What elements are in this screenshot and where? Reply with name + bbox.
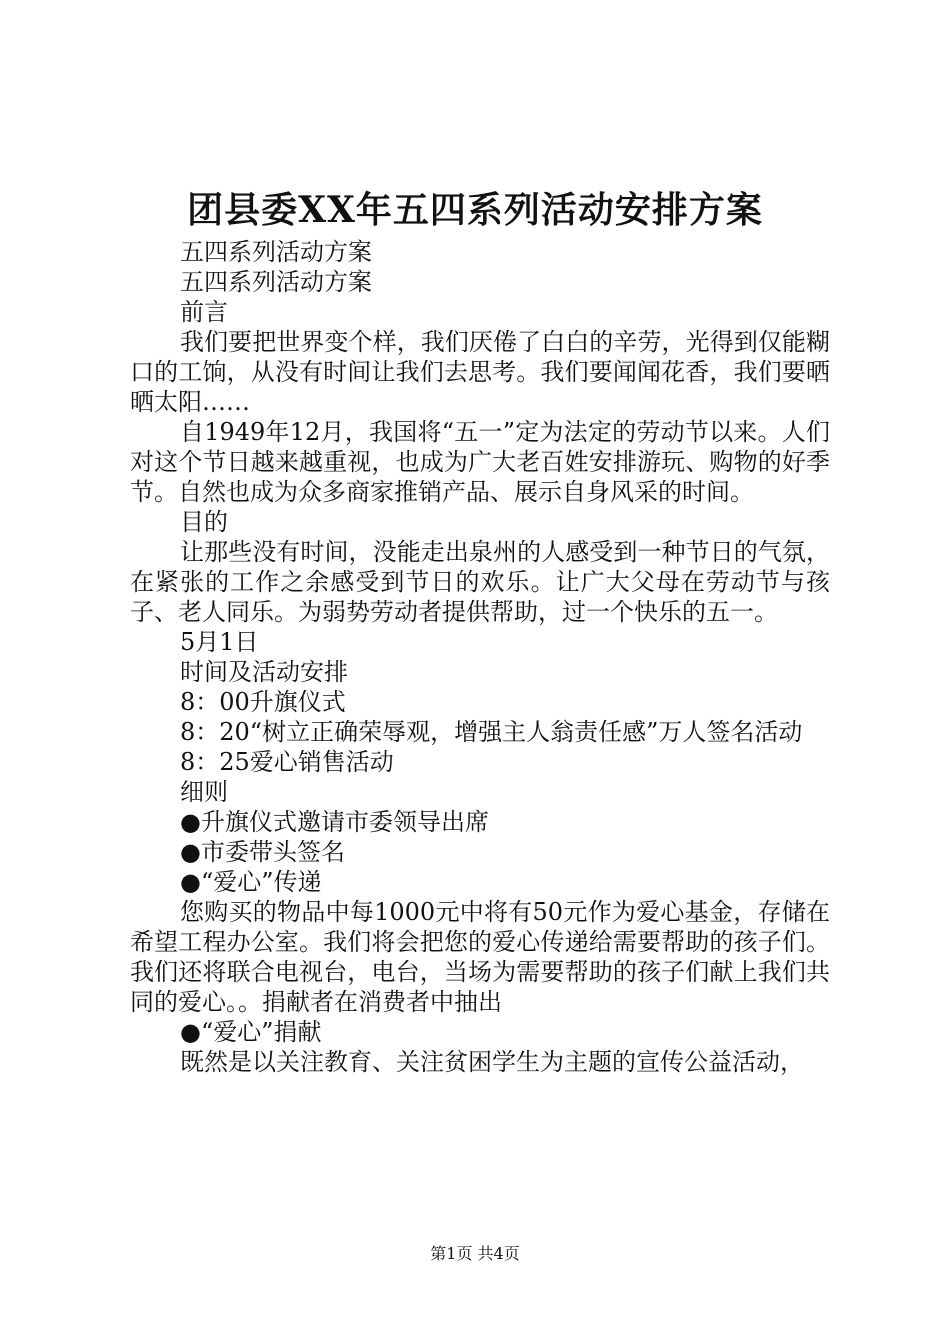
paragraph-foreword-history: 自1949年12月，我国将“五一”定为法定的劳动节以来。人们对这个节日越来越重视，也成为广大老百姓安排游玩、购物的好季节。自然也成为众多商家推销产品、展示自身风采的时间。	[130, 418, 830, 506]
schedule-item-charity-sale: 8：25爱心销售活动	[180, 748, 394, 776]
paragraph-heading-2: 五四系列活动方案	[180, 268, 372, 296]
paragraph-heading-1: 五四系列活动方案	[180, 238, 372, 266]
section-schedule: 时间及活动安排	[180, 658, 348, 686]
event-date: 5月1日	[180, 628, 259, 656]
paragraph-love-relay: 您购买的物品中每1000元中将有50元作为爱心基金，存储在希望工程办公室。我们将会把您的爱心传递给需要帮助的孩子们。我们还将联合电视台，电台，当场为需要帮助的孩子们献上我们共同的爱心。。捐献者在消费者中抽出	[130, 898, 830, 1016]
document-title: 团县委XX年五四系列活动安排方案	[187, 189, 763, 231]
detail-item-love-relay: ●“爱心”传递	[180, 868, 322, 896]
detail-item-love-donation: ●“爱心”捐献	[180, 1018, 322, 1046]
schedule-item-flag-raising: 8：00升旗仪式	[180, 688, 346, 716]
section-foreword: 前言	[180, 298, 228, 326]
paragraph-purpose: 让那些没有时间，没能走出泉州的人感受到一种节日的气氛，在紧张的工作之余感受到节日的欢乐。让广大父母在劳动节与孩子、老人同乐。为弱势劳动者提供帮助，过一个快乐的五一。	[130, 538, 830, 626]
page-footer: 第1页 共4页	[430, 1244, 520, 1263]
document-body	[130, 237, 830, 1077]
schedule-item-signature: 8：20“树立正确荣辱观，增强主人翁责任感”万人签名活动	[180, 718, 803, 746]
detail-item-flag-raising: ●升旗仪式邀请市委领导出席	[180, 808, 489, 836]
paragraph-love-donation: 既然是以关注教育、关注贫困学生为主题的宣传公益活动，	[180, 1048, 804, 1076]
section-purpose: 目的	[180, 508, 228, 536]
detail-item-signature: ●市委带头签名	[180, 838, 345, 866]
paragraph-foreword-quote: 我们要把世界变个样，我们厌倦了白白的辛劳，光得到仅能糊口的工饷，从没有时间让我们去思考。我们要闻闻花香，我们要晒晒太阳……	[130, 328, 830, 416]
section-details: 细则	[180, 778, 228, 806]
